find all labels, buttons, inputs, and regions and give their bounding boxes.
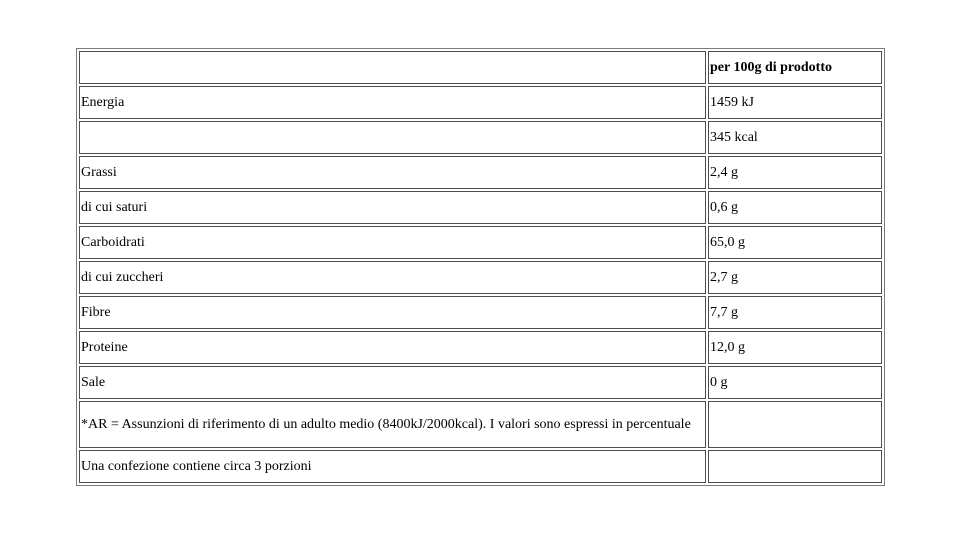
- nutrient-label: di cui zuccheri: [79, 261, 706, 294]
- table-row: [79, 121, 882, 154]
- nutrient-value: 7,7 g: [708, 296, 882, 329]
- nutrient-label: Fibre: [79, 296, 706, 329]
- table-row: [79, 331, 882, 364]
- table-row-portions: [79, 450, 882, 483]
- header-value-cell: per 100g di prodotto: [708, 51, 882, 84]
- table-row: [79, 261, 882, 294]
- table-row: [79, 226, 882, 259]
- table-row: [79, 191, 882, 224]
- table-row: [79, 86, 882, 119]
- table-row-footnote: [79, 401, 882, 448]
- nutrient-value: 2,7 g: [708, 261, 882, 294]
- nutrient-label: Proteine: [79, 331, 706, 364]
- nutrient-label: [79, 121, 706, 154]
- portions-value: [708, 450, 882, 483]
- table-row: [79, 156, 882, 189]
- table-header-row: [79, 51, 882, 84]
- header-label-cell: [79, 51, 706, 84]
- portions-text: Una confezione contiene circa 3 porzioni: [79, 450, 706, 483]
- nutrient-value: 2,4 g: [708, 156, 882, 189]
- nutrition-table: [76, 48, 885, 486]
- nutrient-value: 0 g: [708, 366, 882, 399]
- nutrient-label: Grassi: [79, 156, 706, 189]
- nutrient-value: 345 kcal: [708, 121, 882, 154]
- nutrient-label: Carboidrati: [79, 226, 706, 259]
- nutrient-value: 1459 kJ: [708, 86, 882, 119]
- footnote-text: *AR = Assunzioni di riferimento di un adulto medio (8400kJ/2000kcal). I valori sono espressi in percentuale: [79, 401, 706, 448]
- nutrient-value: 65,0 g: [708, 226, 882, 259]
- nutrient-value: 0,6 g: [708, 191, 882, 224]
- nutrient-value: 12,0 g: [708, 331, 882, 364]
- table-row: [79, 366, 882, 399]
- footnote-value: [708, 401, 882, 448]
- nutrient-label: di cui saturi: [79, 191, 706, 224]
- table-row: [79, 296, 882, 329]
- nutrient-label: Energia: [79, 86, 706, 119]
- nutrient-label: Sale: [79, 366, 706, 399]
